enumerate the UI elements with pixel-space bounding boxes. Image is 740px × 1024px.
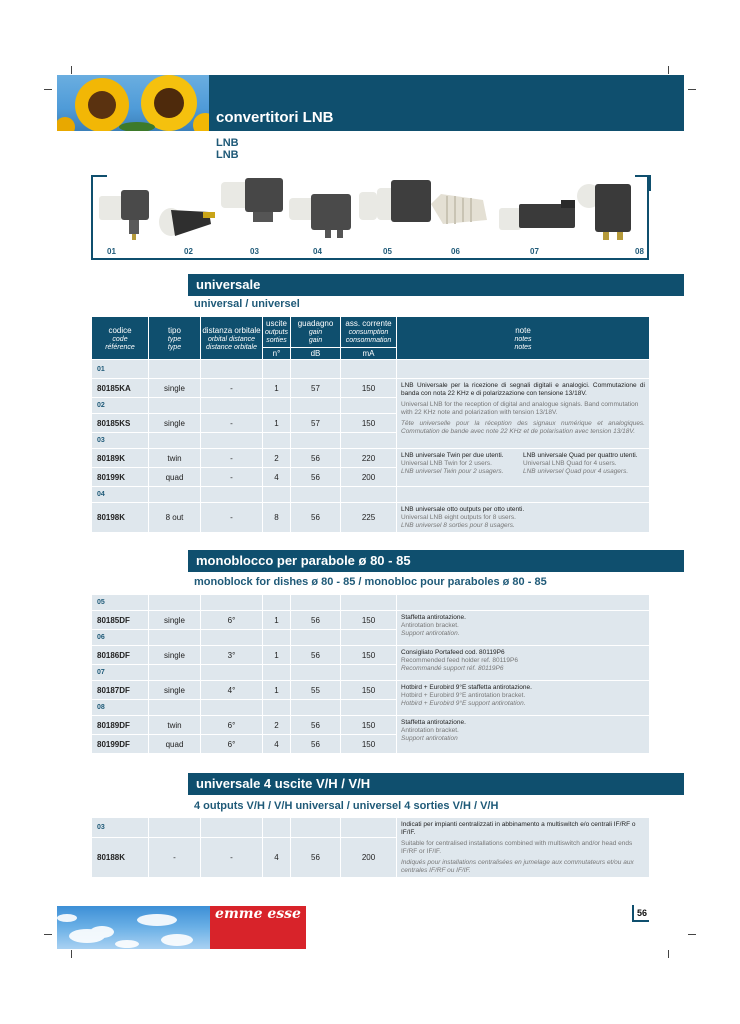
- note-it: LNB Universale per la ricezione di segnali digitali e analogici. Commutazione di banda con nota 22 KHz e di polarizzazione con tensione 13/18V.: [401, 382, 645, 397]
- consumption: 150: [341, 646, 397, 665]
- consumption: 150: [341, 716, 397, 735]
- consumption: 150: [341, 414, 397, 433]
- product-type: twin: [149, 716, 201, 735]
- lnb-05-image: [359, 180, 431, 222]
- table-row: [92, 449, 650, 468]
- group-id: 02: [92, 398, 149, 414]
- page-title: convertitori LNB: [216, 109, 334, 126]
- group-id: 08: [92, 700, 149, 716]
- orbital-distance: 4°: [201, 681, 263, 700]
- crop-mark: [668, 950, 669, 958]
- note-fr: Hotbird + Eurobird 9°E support antirotation.: [401, 700, 526, 707]
- note-cell: [397, 818, 650, 878]
- orbital-distance: -: [201, 838, 263, 878]
- product-type: quad: [149, 468, 201, 487]
- gain: 55: [291, 681, 341, 700]
- group-id: 06: [92, 630, 149, 646]
- quad-vh-table: [91, 817, 650, 878]
- lnb-06-image: [431, 194, 487, 224]
- note-fr: Support antirotation: [401, 735, 458, 742]
- header-subtitle: LNB: [216, 149, 239, 161]
- lnb-04-image: [289, 194, 351, 238]
- product-code: 80198K: [92, 503, 149, 533]
- group-id: 05: [92, 595, 149, 611]
- product-number: 04: [313, 247, 322, 256]
- col-header-corrente: ass. corrente consumption consommation mA: [341, 317, 397, 360]
- universal-table: [91, 316, 650, 533]
- crop-mark: [71, 950, 72, 958]
- page-number: 56: [637, 908, 648, 918]
- note-it: Indicati per impianti centralizzati in abbinamento a multiswitch e/o centrali IF/RF o IF/IF.: [401, 821, 636, 836]
- product-type: twin: [149, 449, 201, 468]
- outputs: 1: [263, 646, 291, 665]
- orbital-distance: 3°: [201, 646, 263, 665]
- note-fr: LNB universel 8 sorties pour 8 usagers.: [401, 522, 515, 529]
- section-subtitle: monoblock for dishes ø 80 - 85 / monobloc pour paraboles ø 80 - 85: [194, 576, 547, 588]
- product-code: 80189DF: [92, 716, 149, 735]
- section-title: universale 4 uscite V/H / V/H: [196, 776, 371, 791]
- note-cell: [397, 611, 650, 646]
- product-code: 80199K: [92, 468, 149, 487]
- note-en: Universal LNB eight outputs for 8 users.: [401, 514, 516, 521]
- gain: 56: [291, 503, 341, 533]
- note-cell: [397, 681, 650, 716]
- crop-mark: [44, 934, 52, 935]
- product-type: quad: [149, 735, 201, 754]
- outputs: 1: [263, 681, 291, 700]
- note-en: Antirotation bracket.: [401, 727, 459, 734]
- page-number-bracket: [632, 920, 649, 922]
- product-code: 80186DF: [92, 646, 149, 665]
- sunflower-icon: [57, 75, 209, 131]
- section-bar: [188, 773, 684, 795]
- lnb-08-image: [577, 184, 631, 240]
- consumption: 200: [341, 838, 397, 878]
- col-header-distanza: distanza orbitale orbital distance distance orbitale: [201, 317, 263, 360]
- product-number: 05: [383, 247, 392, 256]
- crop-mark: [668, 66, 669, 74]
- outputs: 2: [263, 716, 291, 735]
- note-fr: Recommandé support réf. 80119P6: [401, 665, 504, 672]
- product-type: 8 out: [149, 503, 201, 533]
- section-title: monoblocco per parabole ø 80 - 85: [196, 553, 411, 568]
- note-en: Suitable for centralised installations combined with multiswitch and/or head ends IF/RF or IF/IF.: [401, 840, 633, 855]
- note-en: Universal LNB for the reception of digital and analogue signals. Band commutation with 22 KHz note and polarization with tension 13/18V.: [401, 401, 639, 416]
- orbital-distance: -: [201, 468, 263, 487]
- product-number: 08: [635, 247, 644, 256]
- logo-text: emme esse: [215, 906, 301, 922]
- col-header-uscite: uscite outputs sorties n°: [263, 317, 291, 360]
- outputs: 1: [263, 379, 291, 398]
- product-code: 80185DF: [92, 611, 149, 630]
- gain: 56: [291, 716, 341, 735]
- product-code: 80185KA: [92, 379, 149, 398]
- table-row: [92, 646, 650, 665]
- group-row: [92, 595, 650, 611]
- consumption: 220: [341, 449, 397, 468]
- consumption: 150: [341, 735, 397, 754]
- product-number: 06: [451, 247, 460, 256]
- note-en: Universal LNB Quad for 4 users.: [523, 460, 617, 467]
- product-type: single: [149, 414, 201, 433]
- note-it: LNB universale Twin per due utenti.: [401, 452, 504, 459]
- gain: 56: [291, 838, 341, 878]
- note-fr: Tête universelle pour la réception des signaux numérique et analogiques. Commutation de bande avec note 22 KHz et de polarisation avec tension 13/18V.: [401, 420, 645, 435]
- product-type: single: [149, 681, 201, 700]
- note-cell: [397, 449, 650, 487]
- table-row: [92, 681, 650, 700]
- group-row: [92, 487, 650, 503]
- note-cell: [397, 716, 650, 754]
- product-type: -: [149, 838, 201, 878]
- sunflower-image: [57, 75, 209, 131]
- product-code: 80189K: [92, 449, 149, 468]
- crop-mark: [688, 934, 696, 935]
- product-code: 80185KS: [92, 414, 149, 433]
- orbital-distance: 6°: [201, 611, 263, 630]
- consumption: 200: [341, 468, 397, 487]
- section-subtitle: 4 outputs V/H / V/H universal / universel 4 sorties V/H / V/H: [194, 800, 499, 812]
- note-fr: Indiqués pour installations centralisées en jumelage aux commutateurs et/ou aux centrales IF/RF ou IF/IF.: [401, 859, 634, 874]
- group-id: 04: [92, 487, 149, 503]
- consumption: 225: [341, 503, 397, 533]
- gain: 56: [291, 468, 341, 487]
- product-number: 01: [107, 247, 116, 256]
- product-number: 02: [184, 247, 193, 256]
- orbital-distance: 6°: [201, 735, 263, 754]
- note-fr: LNB universel Twin pour 2 usagers.: [401, 468, 504, 475]
- col-header-guadagno: guadagno gain gain dB: [291, 317, 341, 360]
- frame-line: [91, 258, 649, 260]
- lnb-03-image: [221, 178, 283, 222]
- orbital-distance: -: [201, 379, 263, 398]
- crop-mark: [71, 66, 72, 74]
- outputs: 1: [263, 414, 291, 433]
- col-header-tipo: tipo type type: [149, 317, 201, 360]
- orbital-distance: -: [201, 449, 263, 468]
- outputs: 4: [263, 735, 291, 754]
- lnb-01-image: [99, 190, 149, 240]
- note-it: Consigliato Portafeed cod. 80119P6: [401, 649, 505, 656]
- outputs: 8: [263, 503, 291, 533]
- col-header-codice: codice code référence: [92, 317, 149, 360]
- col-header-note: note notes notes: [397, 317, 650, 360]
- product-type: single: [149, 646, 201, 665]
- group-row: [92, 360, 650, 379]
- group-id: 07: [92, 665, 149, 681]
- note-en: Antirotation bracket.: [401, 622, 459, 629]
- note-cell: [397, 503, 650, 533]
- note-it: Hotbird + Eurobird 9°E staffetta antirotazione.: [401, 684, 532, 691]
- outputs: 2: [263, 449, 291, 468]
- sky-image: [57, 906, 210, 949]
- gain: 57: [291, 414, 341, 433]
- gain: 56: [291, 611, 341, 630]
- section-bar: [188, 550, 684, 572]
- table-row: [92, 503, 650, 533]
- product-type: single: [149, 379, 201, 398]
- consumption: 150: [341, 611, 397, 630]
- product-number: 07: [530, 247, 539, 256]
- note-fr: LNB universel Quad pour 4 usagers.: [523, 468, 629, 475]
- brand-logo: [210, 906, 306, 949]
- note-it: LNB universale otto outputs per otto utenti.: [401, 506, 525, 513]
- note-en: Universal LNB Twin for 2 users.: [401, 460, 492, 467]
- consumption: 150: [341, 379, 397, 398]
- group-id: 01: [92, 360, 149, 379]
- note-it: LNB universale Quad per quattro utenti.: [523, 452, 638, 459]
- consumption: 150: [341, 681, 397, 700]
- product-code: 80199DF: [92, 735, 149, 754]
- crop-mark: [44, 89, 52, 90]
- orbital-distance: 6°: [201, 716, 263, 735]
- product-code: 80187DF: [92, 681, 149, 700]
- note-it: Staffetta antirotazione.: [401, 719, 466, 726]
- gain: 56: [291, 735, 341, 754]
- orbital-distance: -: [201, 503, 263, 533]
- cloud-icon: [57, 914, 193, 948]
- table-row: [92, 611, 650, 630]
- section-bar: [188, 274, 684, 296]
- section-subtitle: universal / universel: [194, 298, 300, 310]
- monoblock-table: [91, 594, 650, 754]
- gain: 56: [291, 449, 341, 468]
- product-photos: [91, 178, 649, 244]
- section-title: universale: [196, 277, 261, 292]
- note-en: Recommended feed holder ref. 80119P6: [401, 657, 518, 664]
- outputs: 4: [263, 468, 291, 487]
- header-subtitle: LNB: [216, 137, 239, 149]
- note-cell: [397, 646, 650, 681]
- group-id: 03: [92, 818, 149, 838]
- orbital-distance: -: [201, 414, 263, 433]
- gain: 57: [291, 379, 341, 398]
- product-type: single: [149, 611, 201, 630]
- product-number: 03: [250, 247, 259, 256]
- gain: 56: [291, 646, 341, 665]
- product-code: 80188K: [92, 838, 149, 878]
- outputs: 1: [263, 611, 291, 630]
- note-fr: Support antirotation.: [401, 630, 460, 637]
- group-row: [92, 818, 650, 838]
- crop-mark: [688, 89, 696, 90]
- lnb-02-image: [159, 208, 215, 236]
- outputs: 4: [263, 838, 291, 878]
- group-id: 03: [92, 433, 149, 449]
- table-row: [92, 379, 650, 398]
- table-row: [92, 716, 650, 735]
- lnb-07-image: [499, 200, 575, 230]
- note-en: Hotbird + Eurobird 9°E antirotation bracket.: [401, 692, 526, 699]
- note-cell: [397, 379, 650, 449]
- note-it: Staffetta antirotazione.: [401, 614, 466, 621]
